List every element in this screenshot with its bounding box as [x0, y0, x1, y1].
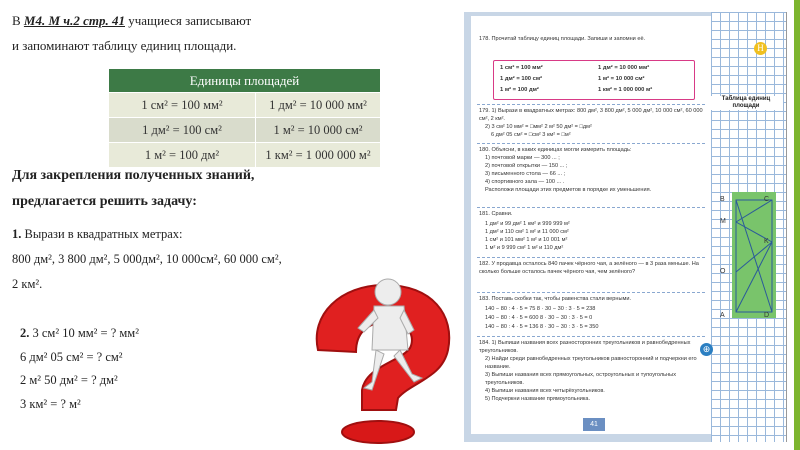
task-2-number: 2.	[20, 326, 30, 340]
exercise-180-item: 1) почтовой марки — 300 ... ;	[485, 155, 560, 161]
accent-bar	[794, 0, 800, 450]
box-fact: 1 дм² = 10 000 мм²	[598, 65, 650, 71]
divider	[477, 257, 705, 258]
task-2-line-2: 6 дм² 05 см² = ? см²	[20, 349, 123, 364]
divider	[477, 292, 705, 293]
point-label: D	[764, 312, 770, 319]
question-mark-dot	[342, 421, 414, 443]
box-fact: 1 м² = 10 000 см²	[598, 76, 645, 82]
question-mark-figure	[300, 270, 465, 445]
badge-icon: Н	[754, 42, 767, 55]
table-cell: 1 км² = 1 000 000 м²	[256, 143, 381, 168]
heading-line-2: предлагается решить задачу:	[12, 194, 197, 209]
task-1-text: Вырази в квадратных метрах:	[21, 227, 183, 241]
units-box	[493, 60, 695, 100]
exercise-184-item: 3) Выпиши названия всех прямоугольных, остроугольных и тупоугольных треугольников.	[485, 372, 676, 386]
exercise-180-end: Расположи площади этих предметов в порядке их уменьшения.	[485, 187, 652, 193]
box-fact: 1 м² = 100 дм²	[500, 87, 539, 93]
exercise-184: 184. 1) Выпиши названия всех разносторонних треугольников и равнобедренных треугольников.	[479, 340, 691, 354]
equation-row: 140 − 80 : 4 · 5 = 75 8 · 30 − 30 : 3 · 5 = 238	[485, 306, 596, 312]
task-2-text: 3 см² 10 мм² = ? мм²	[29, 326, 139, 340]
compare-row: 1 см² и 101 мм² 1 м² и 10 001 м²	[485, 237, 568, 243]
compare-row: 1 дм² и 99 дм² 1 км² и 999 999 м²	[485, 221, 570, 227]
textbook-reference: М4. М ч.2 стр. 41	[23, 13, 125, 28]
units-table	[108, 68, 381, 168]
exercise-184-item: 2) Найди среди равнобедренных треугольников равносторонний и подчеркни его название.	[485, 356, 697, 370]
exercise-180-item: 2) почтовой открытки — 150 ... ;	[485, 163, 568, 169]
compare-row: 1 дм² и 110 см² 1 м² и 11 000 см²	[485, 229, 569, 235]
task-1-line-2: 800 дм², 3 800 дм², 5 000дм², 10 000см², 60 000 см²,	[12, 252, 282, 266]
box-fact: 1 дм² = 100 см²	[500, 76, 543, 82]
table-cell: 1 м² = 10 000 см²	[256, 118, 381, 143]
equation-row: 140 − 80 : 4 · 5 = 600 8 · 30 − 30 : 3 · 5 = 0	[485, 315, 593, 321]
task-2-line-3: 2 м² 50 дм² = ? дм²	[20, 373, 118, 387]
exercise-179-part-3: 6 дм² 05 см² = □см² 3 км² = □м²	[491, 132, 571, 138]
exercise-180-item: 4) спортивного зала — 100 ... .	[485, 179, 565, 185]
globe-icon: ⊕	[700, 343, 713, 356]
equation-row: 140 − 80 : 4 · 5 = 136 8 · 30 − 30 : 3 · 5 = 350	[485, 324, 599, 330]
box-fact: 1 см² = 100 мм²	[500, 65, 543, 71]
divider	[477, 143, 705, 144]
exercise-182: 182. У продавца осталось 840 пачек чёрного чая, а зелёного — в 3 раза меньше. На сколько больше осталось пачек чёрного чая, чем зелёного?	[479, 261, 699, 275]
table-cell: 1 дм² = 10 000 мм²	[256, 93, 381, 118]
task-1-line-3: 2 км².	[12, 277, 43, 291]
task-1-line-1	[12, 222, 282, 247]
task-2-line-1	[20, 322, 139, 346]
exercise-178: 178. Прочитай таблицу единиц площади. Запиши и запомни её.	[479, 36, 646, 42]
point-label: C	[764, 196, 770, 203]
task-2-line-4: 3 км² = ? м²	[20, 396, 81, 411]
box-fact: 1 км² = 1 000 000 м²	[598, 87, 653, 93]
point-label: M	[720, 218, 726, 225]
side-caption: Таблица единиц площади	[709, 96, 783, 110]
divider	[477, 207, 705, 208]
table-cell: 1 см² = 100 мм²	[109, 93, 256, 118]
point-label: K	[764, 238, 769, 245]
intro-line-2: и запоминают таблицу единиц площади.	[12, 38, 237, 53]
intro-rest: учащиеся записывают	[125, 13, 252, 28]
divider	[477, 336, 705, 337]
heading-line-1: Для закрепления полученных знаний,	[12, 168, 255, 183]
task-1-number: 1.	[12, 227, 22, 241]
task-1	[12, 222, 282, 297]
task-2	[20, 322, 139, 416]
intro-line-1	[12, 8, 251, 33]
exercise-179: 179. 1) Вырази в квадратных метрах: 800 дм², 3 800 дм², 5 000 дм², 10 000 см², 60 000 см², 2 км².	[479, 108, 703, 122]
exercise-183: 183. Поставь скобки так, чтобы равенства стали верными.	[479, 296, 632, 302]
table-cell: 1 м² = 100 дм²	[109, 143, 256, 168]
divider	[477, 104, 705, 105]
point-label: B	[720, 196, 725, 203]
geometry-figure	[732, 192, 776, 318]
textbook-page-image	[464, 12, 787, 442]
intro-prefix: В	[12, 13, 24, 28]
exercise-180: 180. Объясни, в каких единицах могли измерить площадь:	[479, 147, 632, 153]
point-label: A	[720, 312, 725, 319]
triangles-diagram	[732, 192, 776, 318]
exercise-184-item: 4) Выпиши названия всех четырёхугольников.	[485, 388, 605, 394]
table-cell: 1 дм² = 100 см²	[109, 118, 256, 143]
exercise-179-part-2: 2) 3 см² 10 мм² = □мм² 2 м² 50 дм² = □дм²	[485, 124, 592, 130]
page-number: 41	[583, 418, 605, 431]
textbook-page	[471, 16, 711, 434]
exercise-184-item: 5) Подчеркни название прямоугольника.	[485, 396, 591, 402]
exercise-180-item: 3) письменного стола — 66 ... ;	[485, 171, 566, 177]
point-label: O	[720, 268, 726, 275]
exercise-181: 181. Сравни.	[479, 211, 513, 217]
compare-row: 1 м² и 9 999 см² 1 м² и 110 дм²	[485, 245, 564, 251]
table-title: Единицы площадей	[109, 69, 381, 93]
intro-text	[12, 8, 251, 58]
